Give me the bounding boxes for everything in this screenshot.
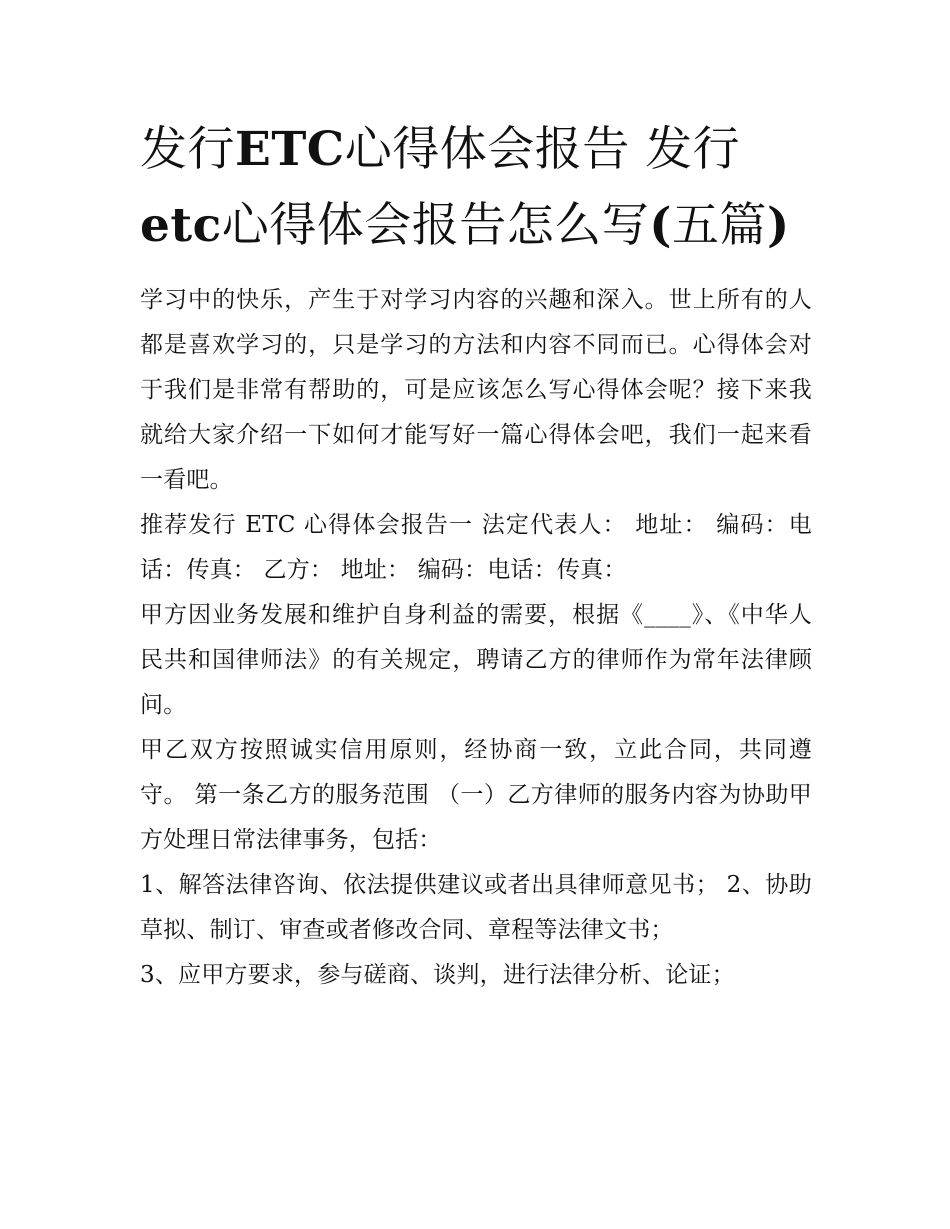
document-page xyxy=(140,112,812,998)
title-segment: ETC xyxy=(235,122,345,177)
title-segment: 心得体会报告 发行 xyxy=(344,122,741,177)
title-segment: 发行 xyxy=(140,122,235,177)
body-paragraph: 推荐发行 ETC 心得体会报告一 法定代表人： 地址： 编码：电话：传真： 乙方： 地址： 编码：电话：传真： xyxy=(140,512,812,583)
body-paragraph: 学习中的快乐，产生于对学习内容的兴趣和深入。世上所有的人都是喜欢学习的，只是学习的方法和内容不同而已。心得体会对于我们是非常有帮助的，可是应该怎么写心得体会呢？接下来我就给大家介绍一下如何才能写好一篇心得体会吧，我们一起来看一看吧。 xyxy=(140,287,812,493)
title-segment: 心得体会报告怎么写 xyxy=(221,198,650,253)
body-paragraph: 甲乙双方按照诚实信用原则，经协商一致，立此合同，共同遵守。 第一条乙方的服务范围 （一）乙方律师的服务内容为协助甲方处理日常法律事务，包括： xyxy=(140,737,812,853)
body-paragraph: 甲方因业务发展和维护自身利益的需要，根据《____》、《中华人民共和国律师法》的有关规定，聘请乙方的律师作为常年法律顾问。 xyxy=(140,602,812,718)
body-paragraph: 1、解答法律咨询、依法提供建议或者出具律师意见书； 2、协助草拟、制订、审查或者修改合同、章程等法律文书； xyxy=(140,872,812,943)
body-paragraph: 3、应甲方要求，参与磋商、谈判，进行法律分析、论证； xyxy=(140,962,735,988)
title-segment: etc xyxy=(140,198,222,253)
document-body xyxy=(140,278,812,998)
document-title xyxy=(140,112,812,264)
title-segment: ) xyxy=(766,198,790,253)
title-segment: ( xyxy=(649,198,672,253)
title-segment: 五篇 xyxy=(671,198,767,253)
